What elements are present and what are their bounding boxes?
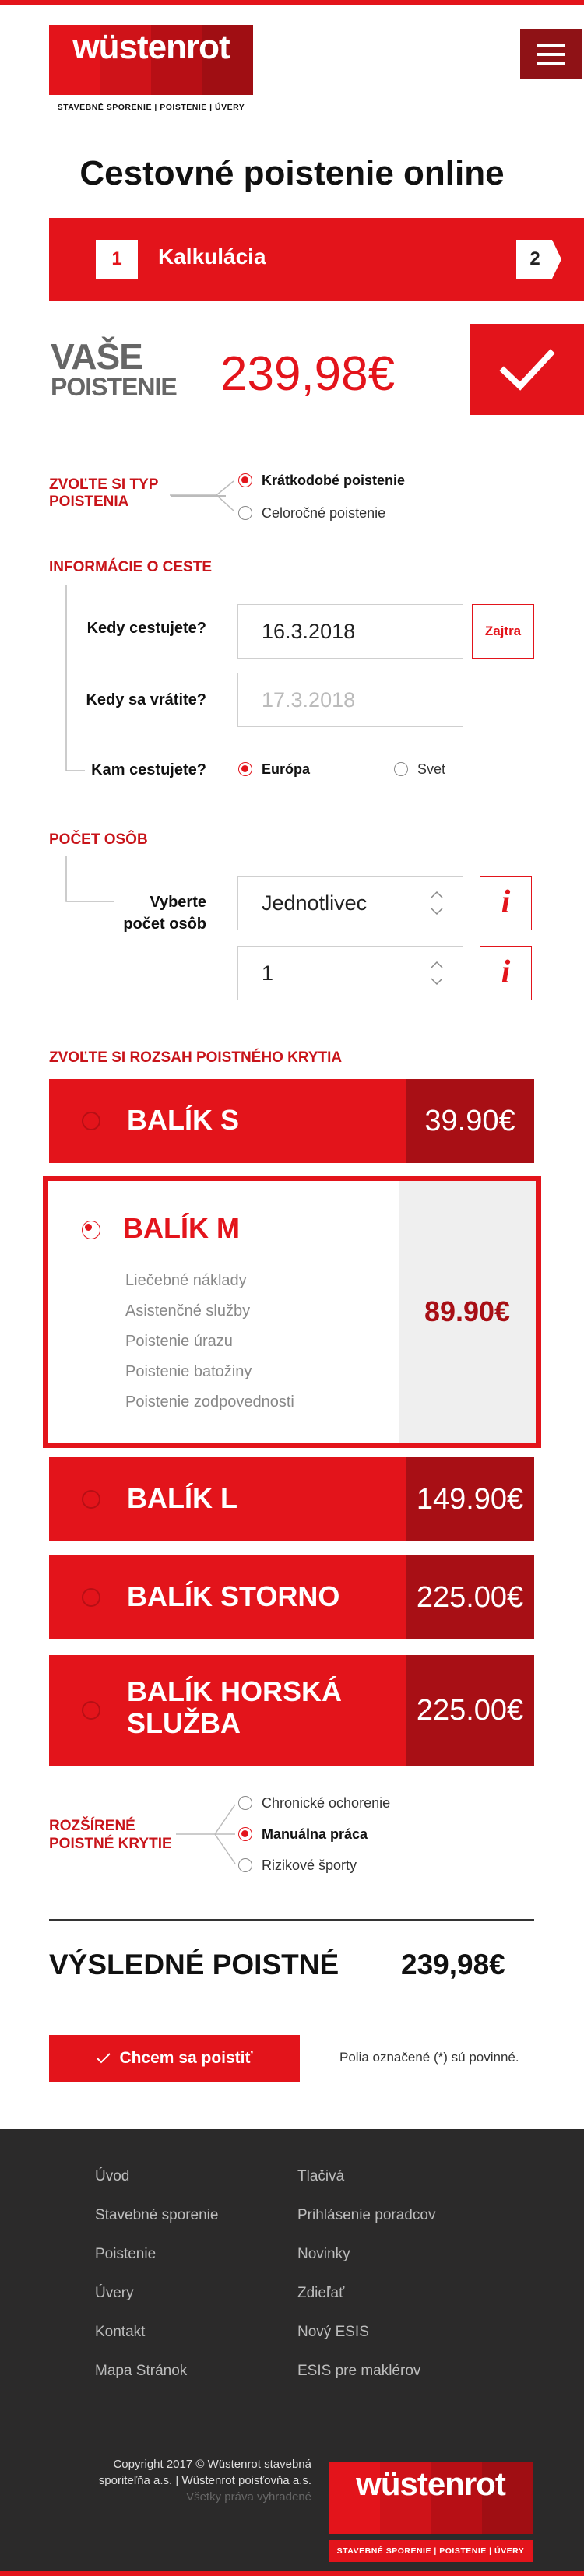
package-storno-price: 225.00€: [406, 1555, 534, 1639]
footer-link-savings[interactable]: Stavebné sporenie: [95, 2207, 219, 2223]
check-icon: [470, 324, 584, 415]
count-stepper-icon[interactable]: [429, 959, 445, 987]
menu-button[interactable]: [520, 29, 582, 79]
package-l-radio[interactable]: [82, 1490, 100, 1509]
package-m-radio[interactable]: [82, 1221, 100, 1239]
footer-link-sitemap[interactable]: Mapa Stránok: [95, 2363, 188, 2379]
total-divider: [49, 1919, 534, 1921]
page-title: Cestovné poistenie online: [79, 154, 505, 192]
bottom-accent-bar: [0, 2571, 584, 2576]
hamburger-icon: [537, 44, 565, 47]
package-m[interactable]: [43, 1176, 541, 1448]
summary-price: 239,98€: [220, 347, 396, 401]
connector-lines: [170, 472, 240, 518]
footer-link-loans[interactable]: Úvery: [95, 2285, 134, 2301]
footer-link-esis-brokers[interactable]: ESIS pre maklérov: [297, 2363, 421, 2379]
total-value: 239,98€: [401, 1949, 505, 1980]
package-s-name: BALÍK S: [127, 1104, 239, 1136]
radio-risk-sports[interactable]: [238, 1858, 252, 1872]
label-chronic[interactable]: Chronické ochorenie: [262, 1795, 391, 1811]
package-m-price: 89.90€: [399, 1181, 536, 1443]
person-count-input[interactable]: 1: [237, 946, 463, 1000]
package-storno-radio[interactable]: [82, 1588, 100, 1607]
persons-select-label: Vyberte počet osôb: [123, 894, 206, 933]
package-s-radio[interactable]: [82, 1112, 100, 1130]
select-arrows-icon[interactable]: [429, 889, 445, 917]
label-short-term[interactable]: Krátkodobé poistenie: [262, 473, 406, 488]
package-mountain-radio[interactable]: [82, 1701, 100, 1720]
radio-annual[interactable]: [238, 506, 252, 520]
package-l-price: 149.90€: [406, 1457, 534, 1541]
package-m-feature: Asistenčné služby: [125, 1302, 251, 1320]
radio-world[interactable]: [394, 762, 408, 776]
footer-link-advisor-login[interactable]: Prihlásenie poradcov: [297, 2207, 436, 2223]
depart-date-input[interactable]: 16.3.2018: [237, 604, 463, 659]
summary-label: VAŠE POISTENIE: [51, 336, 177, 401]
package-mountain-price: 225.00€: [406, 1655, 534, 1766]
person-count-info-button[interactable]: i: [480, 946, 532, 1000]
tomorrow-button[interactable]: Zajtra: [472, 604, 534, 659]
extended-title: ROZŠÍRENÉ POISTNÉ KRYTIE: [49, 1818, 172, 1852]
footer-logo-tagline: STAVEBNÉ SPORENIE | POISTENIE | ÚVERY: [329, 2540, 533, 2562]
package-mountain-name: BALÍK HORSKÁ SLUŽBA: [127, 1675, 342, 1740]
coverage-title: ZVOĽTE SI ROZSAH POISTNÉHO KRYTIA: [49, 1049, 343, 1066]
package-s-price: 39.90€: [406, 1079, 534, 1163]
total-label: VÝSLEDNÉ POISTNÉ: [49, 1949, 339, 1980]
package-l[interactable]: [49, 1457, 534, 1541]
brand-logo[interactable]: [49, 25, 253, 120]
label-manual-work[interactable]: Manuálna práca: [262, 1826, 368, 1842]
person-type-select[interactable]: Jednotlivec: [237, 876, 463, 930]
package-s[interactable]: [49, 1079, 534, 1163]
package-l-name: BALÍK L: [127, 1482, 237, 1514]
submit-label: Chcem sa poistiť: [119, 2049, 253, 2067]
person-type-info-button[interactable]: i: [480, 876, 532, 930]
radio-chronic[interactable]: [238, 1796, 252, 1810]
package-m-feature: Poistenie zodpovednosti: [125, 1393, 294, 1411]
destination-label: Kam cestujete?: [91, 761, 206, 778]
return-label: Kedy sa vrátite?: [86, 691, 206, 708]
footer-link-news[interactable]: Novinky: [297, 2246, 350, 2262]
package-mountain[interactable]: [49, 1655, 534, 1766]
extended-connector-lines: [176, 1791, 246, 1876]
insurance-type-title: ZVOĽTE SI TYP POISTENIA: [49, 476, 159, 510]
footer-logo[interactable]: [329, 2462, 533, 2571]
package-m-feature: Poistenie batožiny: [125, 1363, 252, 1380]
label-world[interactable]: Svet: [417, 761, 446, 777]
footer-link-contact[interactable]: Kontakt: [95, 2324, 146, 2340]
package-storno[interactable]: [49, 1555, 534, 1639]
step-bar: [49, 218, 584, 301]
footer-link-insurance[interactable]: Poistenie: [95, 2246, 157, 2262]
check-icon: [96, 2052, 111, 2065]
package-m-feature: Liečebné náklady: [125, 1272, 247, 1289]
label-risk-sports[interactable]: Rizikové športy: [262, 1857, 357, 1873]
label-annual[interactable]: Celoročné poistenie: [262, 505, 386, 521]
persons-title: POČET OSÔB: [49, 831, 148, 848]
footer-link-home[interactable]: Úvod: [95, 2168, 130, 2184]
radio-short-term[interactable]: [238, 473, 252, 487]
step-1-number[interactable]: 1: [96, 240, 138, 279]
copyright: Copyright 2017 © Wüstenrot stavebná sporiteľňa a.s. | Wüstenrot poisťovňa a.s. Všetky práva vyhradené: [98, 2458, 311, 2504]
footer-link-share[interactable]: Zdieľať: [297, 2285, 345, 2301]
submit-button[interactable]: [49, 2035, 300, 2082]
package-storno-name: BALÍK STORNO: [127, 1580, 340, 1612]
footer-link-new-esis[interactable]: Nový ESIS: [297, 2324, 369, 2340]
logo-tagline: STAVEBNÉ SPORENIE | POISTENIE | ÚVERY: [57, 103, 245, 112]
top-accent-bar: [0, 0, 584, 5]
required-fields-note: Polia označené (*) sú povinné.: [339, 2050, 519, 2065]
footer-link-forms[interactable]: Tlačivá: [297, 2168, 345, 2184]
depart-label: Kedy cestujete?: [86, 620, 206, 637]
logo-wordmark: wüstenrot: [72, 28, 230, 66]
radio-manual-work[interactable]: [238, 1827, 252, 1841]
package-m-feature: Poistenie úrazu: [125, 1333, 233, 1350]
step-2-tab[interactable]: [516, 240, 563, 279]
package-m-name: BALÍK M: [123, 1212, 240, 1244]
step-2-number: 2: [529, 248, 540, 269]
trip-connector-lines: [65, 585, 89, 780]
label-europe[interactable]: Európa: [262, 761, 311, 777]
trip-info-title: INFORMÁCIE O CESTE: [49, 559, 213, 575]
radio-europe[interactable]: [238, 762, 252, 776]
confirm-button[interactable]: [470, 324, 584, 415]
footer-logo-wordmark: wüstenrot: [356, 2465, 505, 2502]
return-date-input[interactable]: 17.3.2018: [237, 673, 463, 727]
step-1-label: Kalkulácia: [158, 244, 266, 269]
